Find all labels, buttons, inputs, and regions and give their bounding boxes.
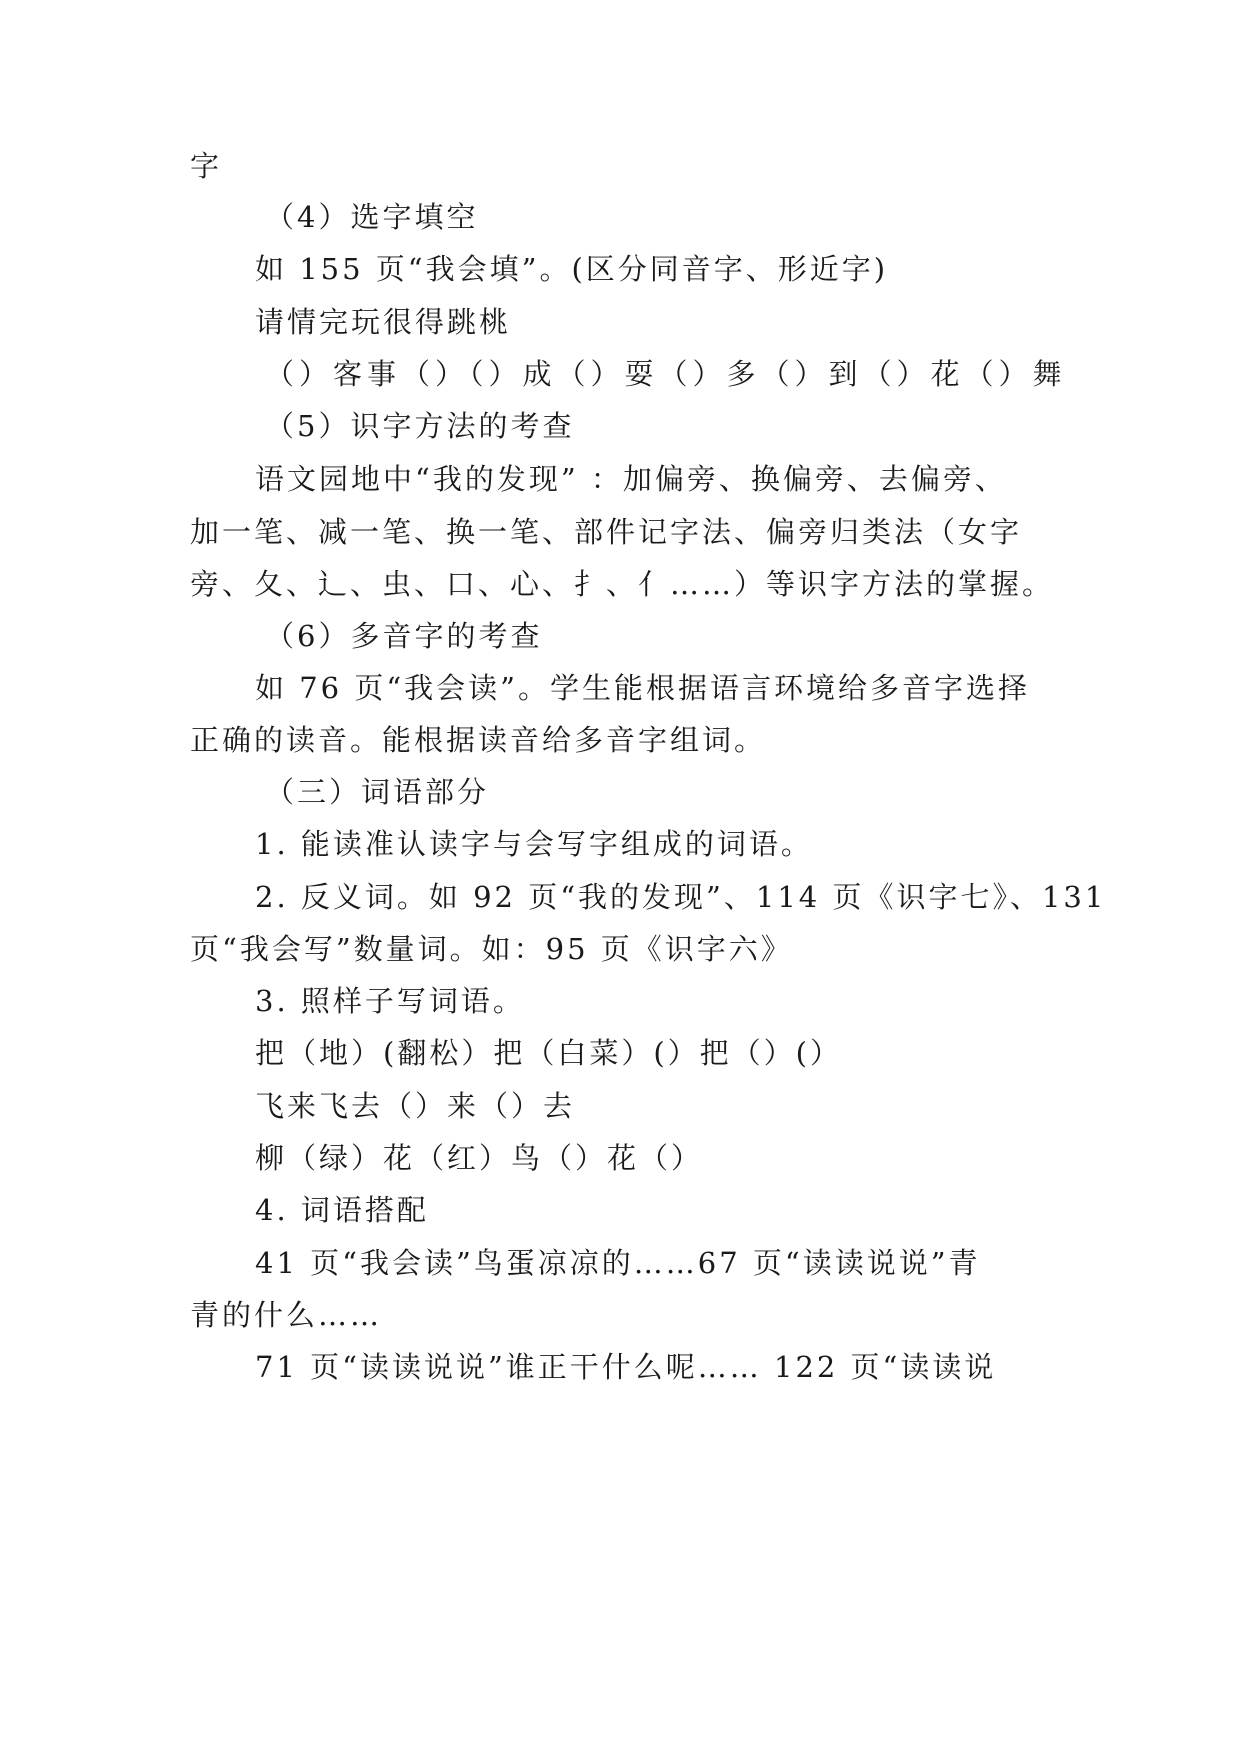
text-line: 正确的读音。能根据读音给多音字组词。	[190, 723, 767, 757]
text-line: 加一笔、减一笔、换一笔、部件记字法、偏旁归类法（女字	[190, 515, 1023, 549]
text-line: 4. 词语搭配	[255, 1193, 429, 1227]
text-line: 41 页“我会读”鸟蛋凉凉的……67 页“读读说说”青	[255, 1246, 981, 1280]
exercise-line: 飞来飞去（）来（）去	[255, 1089, 576, 1123]
section-heading: （6）多音字的考查	[265, 619, 543, 653]
text-line: 1. 能读准认读字与会写字组成的词语。	[255, 827, 813, 861]
exercise-line: 柳（绿）花（红）鸟（）花（）	[255, 1141, 704, 1175]
section-heading: （三）词语部分	[265, 775, 490, 809]
text-line: 字	[190, 149, 223, 183]
text-line: 语文园地中“我的发现” ：加偏旁、换偏旁、去偏旁、	[255, 462, 1007, 496]
section-heading: （4）选字填空	[265, 200, 479, 234]
text-line: 2. 反义词。如 92 页“我的发现”、114 页《识字七》、131	[255, 880, 1107, 914]
text-line: 青的什么……	[190, 1298, 383, 1332]
text-line: 3. 照样子写词语。	[255, 984, 525, 1018]
exercise-line: 把（地）(翻松）把（白菜）(）把（）(）	[255, 1036, 842, 1070]
text-line: 请情完玩很得跳桃	[255, 305, 512, 339]
text-line: 页“我会写”数量词。如：95 页《识字六》	[190, 932, 793, 966]
text-line: 旁、夂、辶、虫、口、心、扌、亻……）等识字方法的掌握。	[190, 567, 1055, 601]
section-heading: （5）识字方法的考查	[265, 409, 575, 443]
text-line: 如 155 页“我会填”。(区分同音字、形近字)	[255, 252, 889, 286]
text-line: 71 页“读读说说”谁正干什么呢…… 122 页“读读说	[255, 1350, 997, 1384]
exercise-line: （）客事（）（）成（）耍（）多（）到（）花（）舞	[265, 357, 1067, 391]
text-line: 如 76 页“我会读”。学生能根据语言环境给多音字选择	[255, 671, 1030, 705]
